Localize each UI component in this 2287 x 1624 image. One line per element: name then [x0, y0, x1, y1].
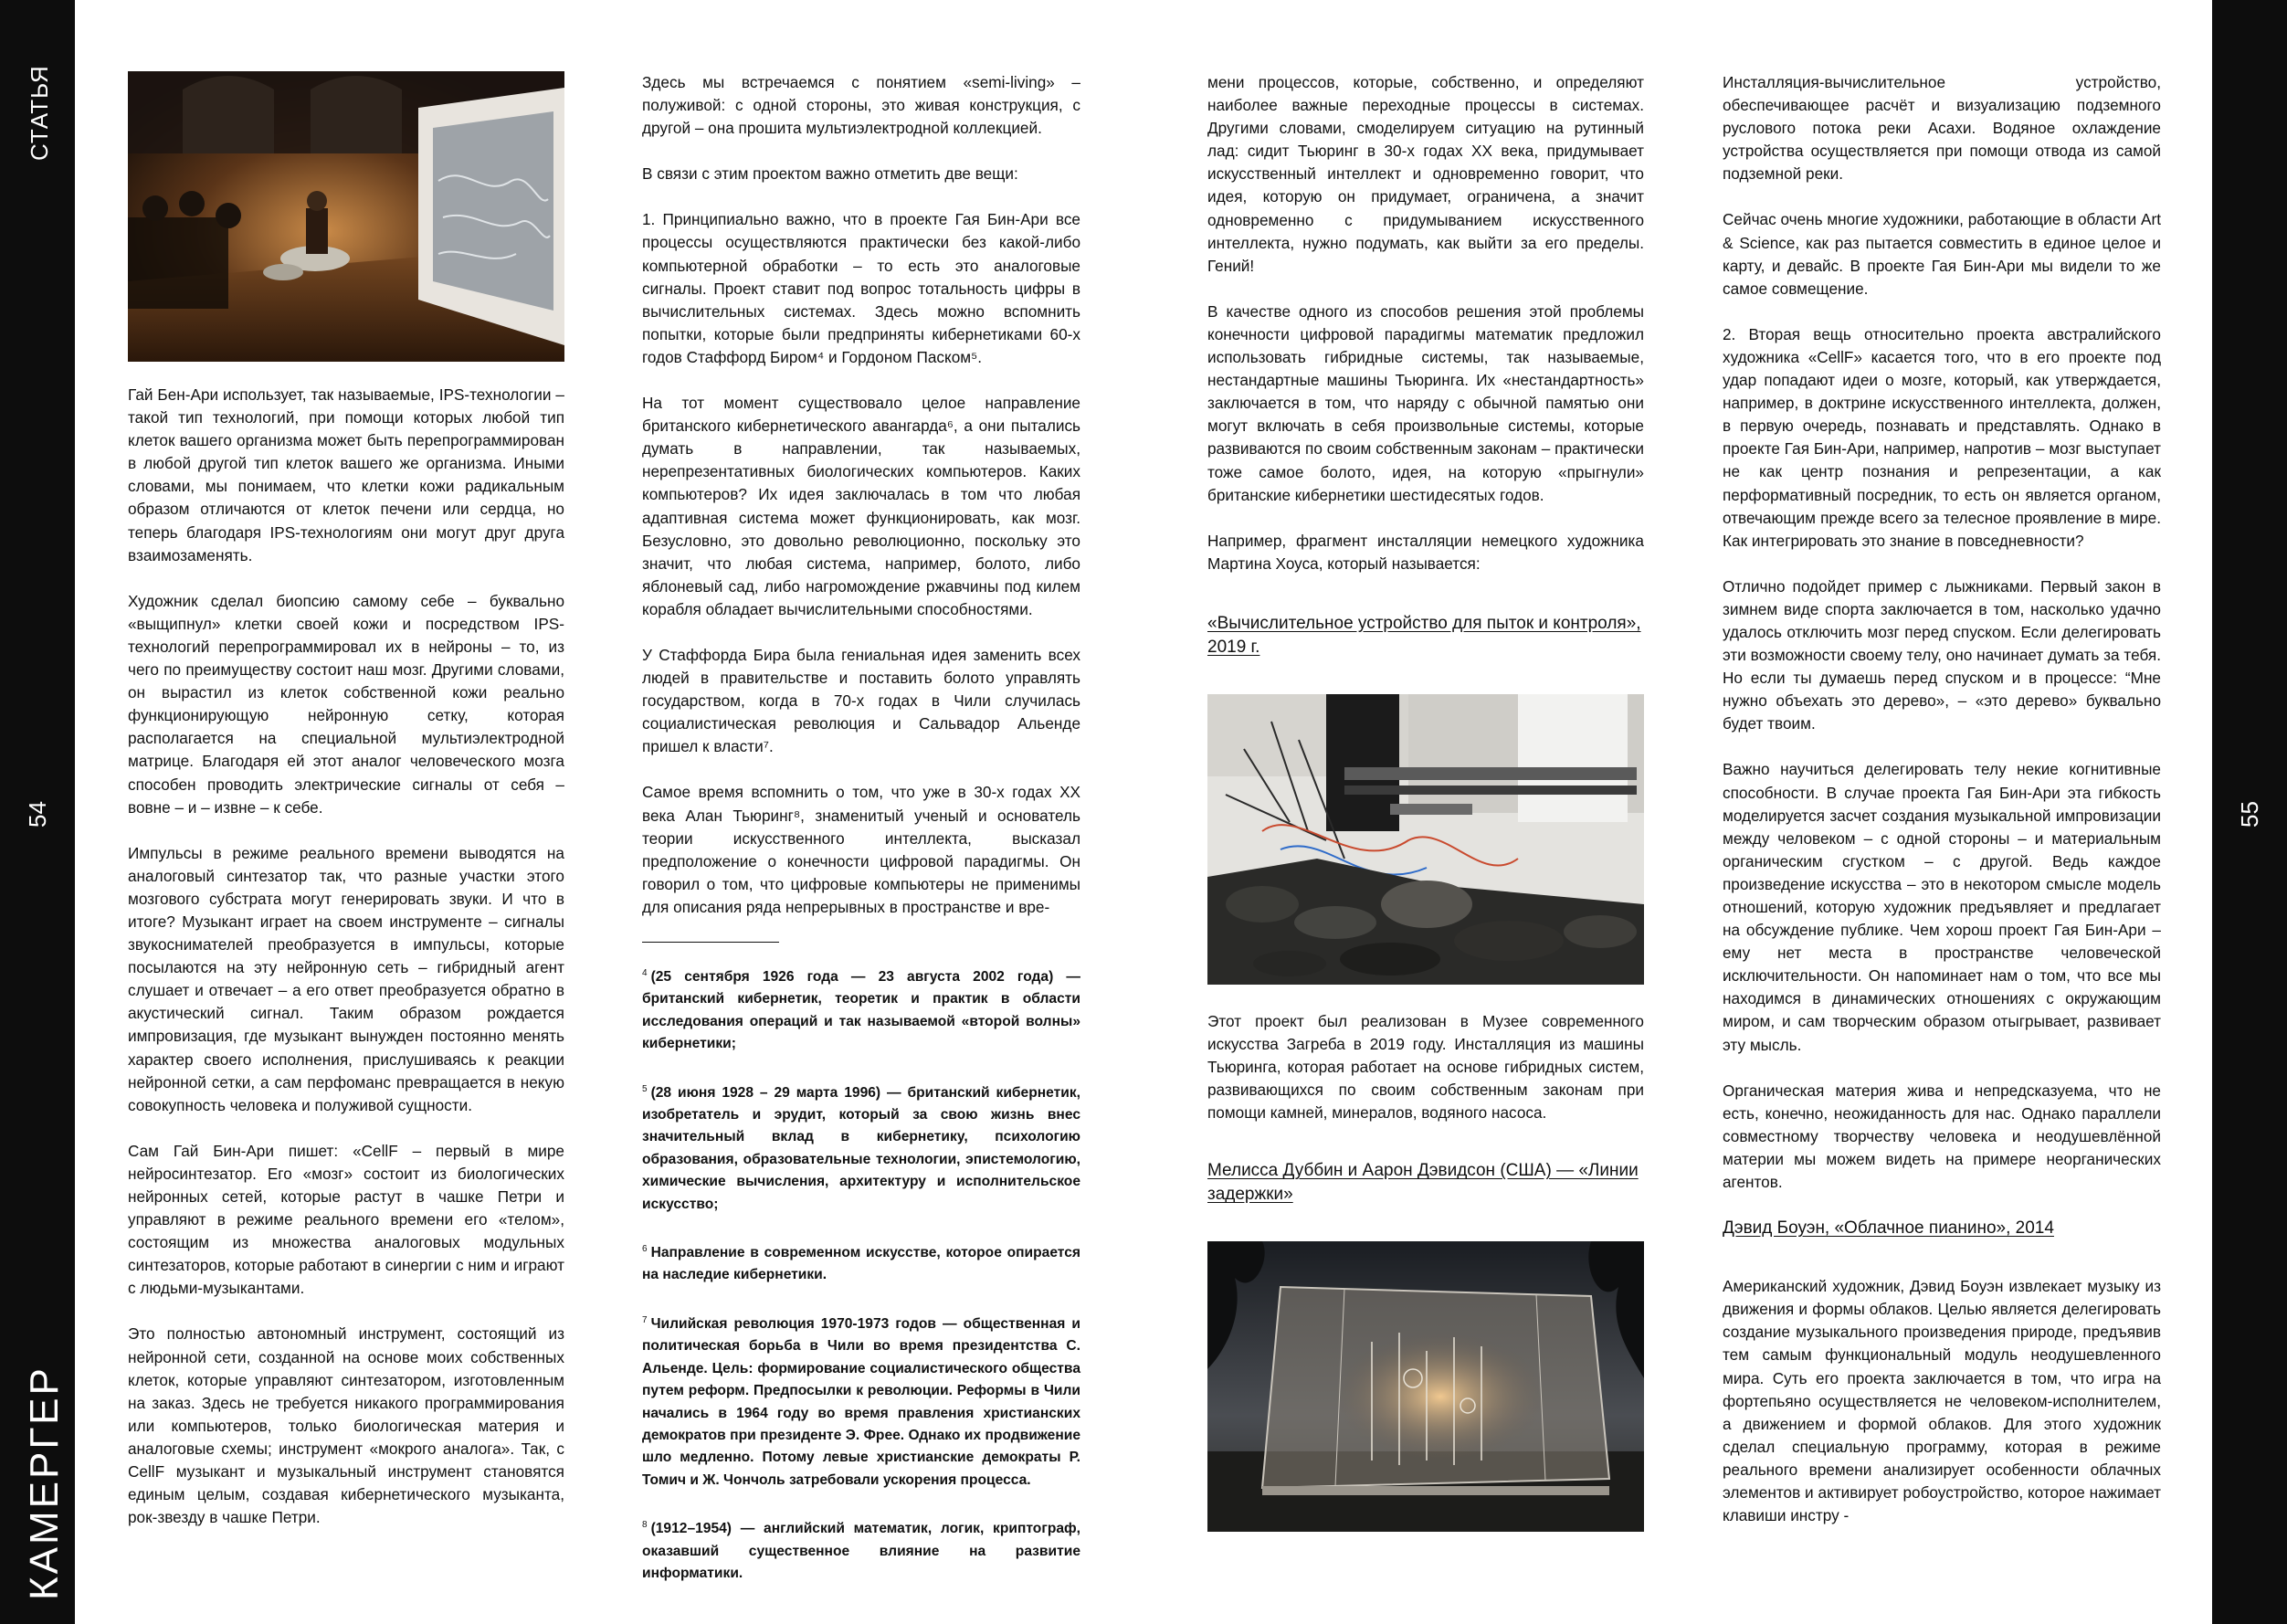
section-label: СТАТЬЯ	[26, 65, 53, 161]
footnote-4: $^4$ (25 сентября 1926 года — 23 августа 2002 года) — британский кибернетик, теоретик и практик в области исследования операций и так называемой «второй волны» кибернетики;	[642, 968, 1080, 1052]
paragraph: Гай Бен-Ари использует, так называемые, IPS-технологии – такой тип технологий, при помощи которых любой тип клеток вашего организма может быть перепрограммирован в любой другой тип клеток вашего же организма. Иными словами, мы понимаем, что клетки кожи радикальным образом отличаются от клеток печени или сердца, но теперь благодаря IPS-технологиям они могут друг друга взаимозаменять.	[128, 385, 564, 564]
paragraph: Сейчас очень многие художники, работающие в области Art & Science, как раз пытается совместить в единое целое и карту, и девайс. В проекте Гая Бин-Ари мы видели то же самое совмещение.	[1723, 210, 2161, 298]
artwork-title-3: Дэвид Боуэн, «Облачное пианино», 2014	[1723, 1218, 2054, 1239]
magazine-title: КАМЕРГЕР	[22, 1366, 67, 1600]
paragraph: Инсталляция-вычислительное устройство, обеспечивающее расчёт и визуализацию подземного руслового потока реки Асахи. Водяное охлаждение устройства осуществляется при помощи отвода из самой подземной реки.	[1723, 73, 2161, 184]
left-sidebar	[0, 0, 75, 1624]
footnote-7: $^7$ Чилийская революция 1970-1973 годов — общественная и политическая борьба в Чили во время президентства С. Альенде. Цель: формирование социалистического общества путем реформ. Предпосылки к революции. Реформы в Чили начались в 1964 году во время правления христианских демократов при президенте Э. Фрее. Однако их продвижение шло медленно. Потому левые христианские демократы Р. Томич и Ж. Чончоль затребовали ускорения процесса.	[642, 1314, 1080, 1488]
paragraph: Самое время вспомнить о том, что уже в 30-х годах XX века Алан Тьюринг⁸, знаменитый ученый и основатель теории искусственного интеллекта, высказал предположение о конечности цифровой парадигмы. Он говорил о том, что цифровые компьютеры не применимы для описания ряда непрерывных в пространстве и вре-	[642, 783, 1080, 916]
paragraph: Художник сделал биопсию самому себе – буквально «выщипнул» клетки своей кожи и посредством IPS-технологий перепрограммировал их в нейроны – то, из чего по преимуществу состоит наш мозг. Другими словами, он вырастил из клеток собственной кожи реально функционирующую нейронную сетку, которая располагается на специальной мультиэлектродной матрице. Благодаря ей этот аналог человеческого мозга способен проводить электрические сигналы от себя – вовне – и – извне – к себе.	[128, 591, 564, 817]
paragraph: Например, фрагмент инсталляции немецкого художника Мартина Хоуса, который называется:	[1207, 531, 1644, 573]
paragraph: Органическая материя жива и непредсказуема, что не есть, конечно, неожиданность для нас. Однако параллели совместному творчеству человека и неодушевлённой материи мы можем видеть на примере неорганических агентов.	[1723, 1081, 2161, 1192]
footnote-5: $^5$ (28 июня 1928 – 29 марта 1996) — британский кибернетик, изобретатель и эрудит, который за свою жизнь внес значительный вклад в кибернетику, психологию образования, образовательные технологии, эпистемологию, химические вычисления, архитектуру и исполнительское искусство;	[642, 1083, 1080, 1212]
page-number-left: 54	[24, 801, 51, 828]
installation-photo-1	[1207, 694, 1644, 985]
footnote-divider	[642, 942, 779, 943]
turing-machine-image	[1207, 694, 1644, 985]
paragraph: 2. Вторая вещь относительно проекта австралийского художника «CellF» касается того, что в его проекте под удар попадают идеи о мозге, который, как утверждается, например, в доктрине искусственного интеллекта, должен, в первую очередь, познавать и представлять. Однако в проекте Гая Бин-Ари, например, напротив – мозг выступает не как центр познания и репрезентации, а как перформативный посредник, то есть он является органом, отвечающим прежде всего за телесное проявление в мире. Как интегрировать это знание в повседневности?	[1723, 324, 2161, 550]
right-sidebar	[2212, 0, 2287, 1624]
paragraph: Импульсы в режиме реального времени выводятся на аналоговый синтезатор так, что разные участки этого мозгового субстрата могут генерировать звуки. И что в итоге? Музыкант играет на своем инструменте – сигналы звукоснимателей преобразуется в импульсы, которые посылаются на эту нейронную сеть – гибридный агент слушает и отвечает – а его ответ преобразуется обратно в акустический сигнал. Таким образом рождается импровизация, где музыкант вынужден постоянно менять характер своего исполнения, прислушиваясь к реакции нейронной сетки, а сам перфоманс превращается в некую совокупность человека и полуживой сущности.	[128, 843, 564, 1114]
paragraph: Здесь мы встречаемся с понятием «semi-living» – полуживой: с одной стороны, это живая конструкция, с другой – она прошита мультиэлектродной коллекцией.	[642, 73, 1080, 138]
paragraph: Американский художник, Дэвид Боуэн извлекает музыку из движения и формы облаков. Целью является делегировать создание музыкального произведения природе, предъявив тем самым функциональный модуль неодушевленного мира. Суть его проекта заключается в том, что игра на фортепьяно осуществляется не человеком-исполнителем, а движением и формой облаков. Для этого художник сделал специальную программу, которая в режиме реального времени анализирует особенности облачных элементов и активирует робоустройство, которое нажимает клавиши инстру -	[1723, 1277, 2161, 1525]
artwork-title-2: Мелисса Дуббин и Аарон Дэвидсон (США) — «Линии задержки»	[1207, 1161, 1639, 1205]
image-caption: Этот проект был реализован в Музее современного искусства Загреба в 2019 году. Инсталляция из машины Тьюринга, которая работает на основе гибридных систем, развивающихся по своим собственным законам при помощи камней, минералов, водяного насоса.	[1207, 1011, 1644, 1123]
column-2	[642, 71, 1080, 1608]
paragraph: В связи с этим проектом важно отметить две вещи:	[642, 164, 1018, 184]
performance-photo	[128, 71, 564, 362]
artwork-title-1: «Вычислительное устройство для пыток и контроля», 2019 г.	[1207, 613, 1641, 657]
installation-photo-2	[1207, 1241, 1644, 1532]
paragraph: 1. Принципиально важно, что в проекте Гая Бин-Ари все процессы осуществляются практически без какой-либо компьютерной обработки – то есть это аналоговые сигналы. Проект ставит под вопрос тотальность цифры в вычислительных системах. Здесь можно вспомнить попытки, которые были предприняты кибернетиками 60-х годов Стаффорд Биром⁴ и Гордоном Паском⁵.	[642, 210, 1080, 366]
column-4	[1723, 71, 2161, 1550]
column-1	[128, 71, 564, 1552]
page-number-right: 55	[2236, 801, 2263, 828]
paragraph: На тот момент существовало целое направление британского кибернетического авангарда⁶, а они пытались думать в направлении, так называемых, нерепрезентативных биологических компьютеров. Каких компьютеров? Их идея заключалась в том что любая адаптивная система может функционировать, как мозг. Безусловно, это довольно революционно, поскольку это значит, что любая система, например, болото, либо яблоневый сад, либо нагромождение ржавчины под килем корабля обладает вычислительными способностями.	[642, 394, 1080, 618]
paragraph: Сам Гай Бин-Ари пишет: «CellF – первый в мире нейросинтезатор. Его «мозг» состоит из биологических нейронных сетей, которые растут в чашке Петри и управляют в режиме реального времени его «телом», состоящим из множества аналоговых модульных синтезаторов, которые работают в синергии с ним и играют с людьми-музыкантами.	[128, 1141, 564, 1298]
footnote-6: $^6$ Направление в современном искусстве, которое опирается на наследие кибернетики.	[642, 1244, 1080, 1283]
glass-pavilion-image	[1207, 1241, 1644, 1532]
concert-stage-image	[128, 71, 564, 362]
paragraph: Отлично подойдет пример с лыжниками. Первый закон в зимнем виде спорта заключается в том, насколько удачно удалось отключить мозг перед спуском. Если делегировать эти возможности своему телу, оно начинает думать за тебя. Но если ты думаешь перед спуском и в процессе: “Мне нужно объехать это дерево», – «это дерево» буквально будет твоим.	[1723, 576, 2161, 733]
paragraph: Важно научиться делегировать телу некие когнитивные способности. В случае проекта Гая Бин-Ари эта гибкость моделируется засчет создания музыкальной импровизации между человеком – с одной стороны – и материальным органическим сгустком – с другой. Ведь каждое произведение искусства – это в некотором смысле модель отношений, которую художник предъявляет и предлагает на обсуждение публике. Чем хорош проект Гая Бин-Ари – ему нет места в пространстве человеческой исключительности. Он напоминает нам о том, что все мы находимся в динамических отношениях с окружающим миром, и сам творческим образом отыгрывает, развивает эту мысль.	[1723, 760, 2161, 1054]
column-3	[1207, 71, 1644, 1532]
paragraph: У Стаффорда Бира была гениальная идея заменить всех людей в правительстве и поставить болото управлять государством, когда в 70-х годах в Чили случилась социалистическая революция и Сальвадор Альенде пришел к власти⁷.	[642, 645, 1080, 756]
paragraph: Это полностью автономный инструмент, состоящий из нейронной сети, созданной на основе моих собственных клеток, которые управляют синтезатором, изготовленным на заказ. Здесь не требуется никакого программирования или компьютеров, только биологическая материя и аналоговые схемы; инструмент «мокрого аналога». Так, с CellF музыкант и музыкальный инструмент становятся единым целым, создавая кибернетического музыканта, рок-звезду в чашке Петри.	[128, 1324, 564, 1527]
footnote-8: $^8$ (1912–1954) — английский математик, логик, криптограф, оказавший существенное влияние на развитие информатики.	[642, 1520, 1080, 1581]
paragraph: В качестве одного из способов решения этой проблемы конечности цифровой парадигмы математик предложил использовать гибридные системы, так называемые, нестандартные машины Тьюринга. Их «нестандартность» заключается в том, что наряду с обычной памятью они могут включать в себя произвольные системы, которые развиваются по своим собственным законам – практически тоже самое болото, идея, на которую «прыгнули» британские кибернетики шестидесятых годов.	[1207, 301, 1644, 504]
paragraph: мени процессов, которые, собственно, и определяют наиболее важные переходные процессы в системах. Другими словами, смоделируем ситуацию на рутинный лад: сидит Тьюринг в 30-х годах XX века, придумывает искусственный интеллект и одновременно говорит, что идея, которую он придумает, ограничена, а значит одновременно с придумыванием искусственного интеллекта, нужно подумать, как выйти за его пределы. Гений!	[1207, 73, 1644, 275]
